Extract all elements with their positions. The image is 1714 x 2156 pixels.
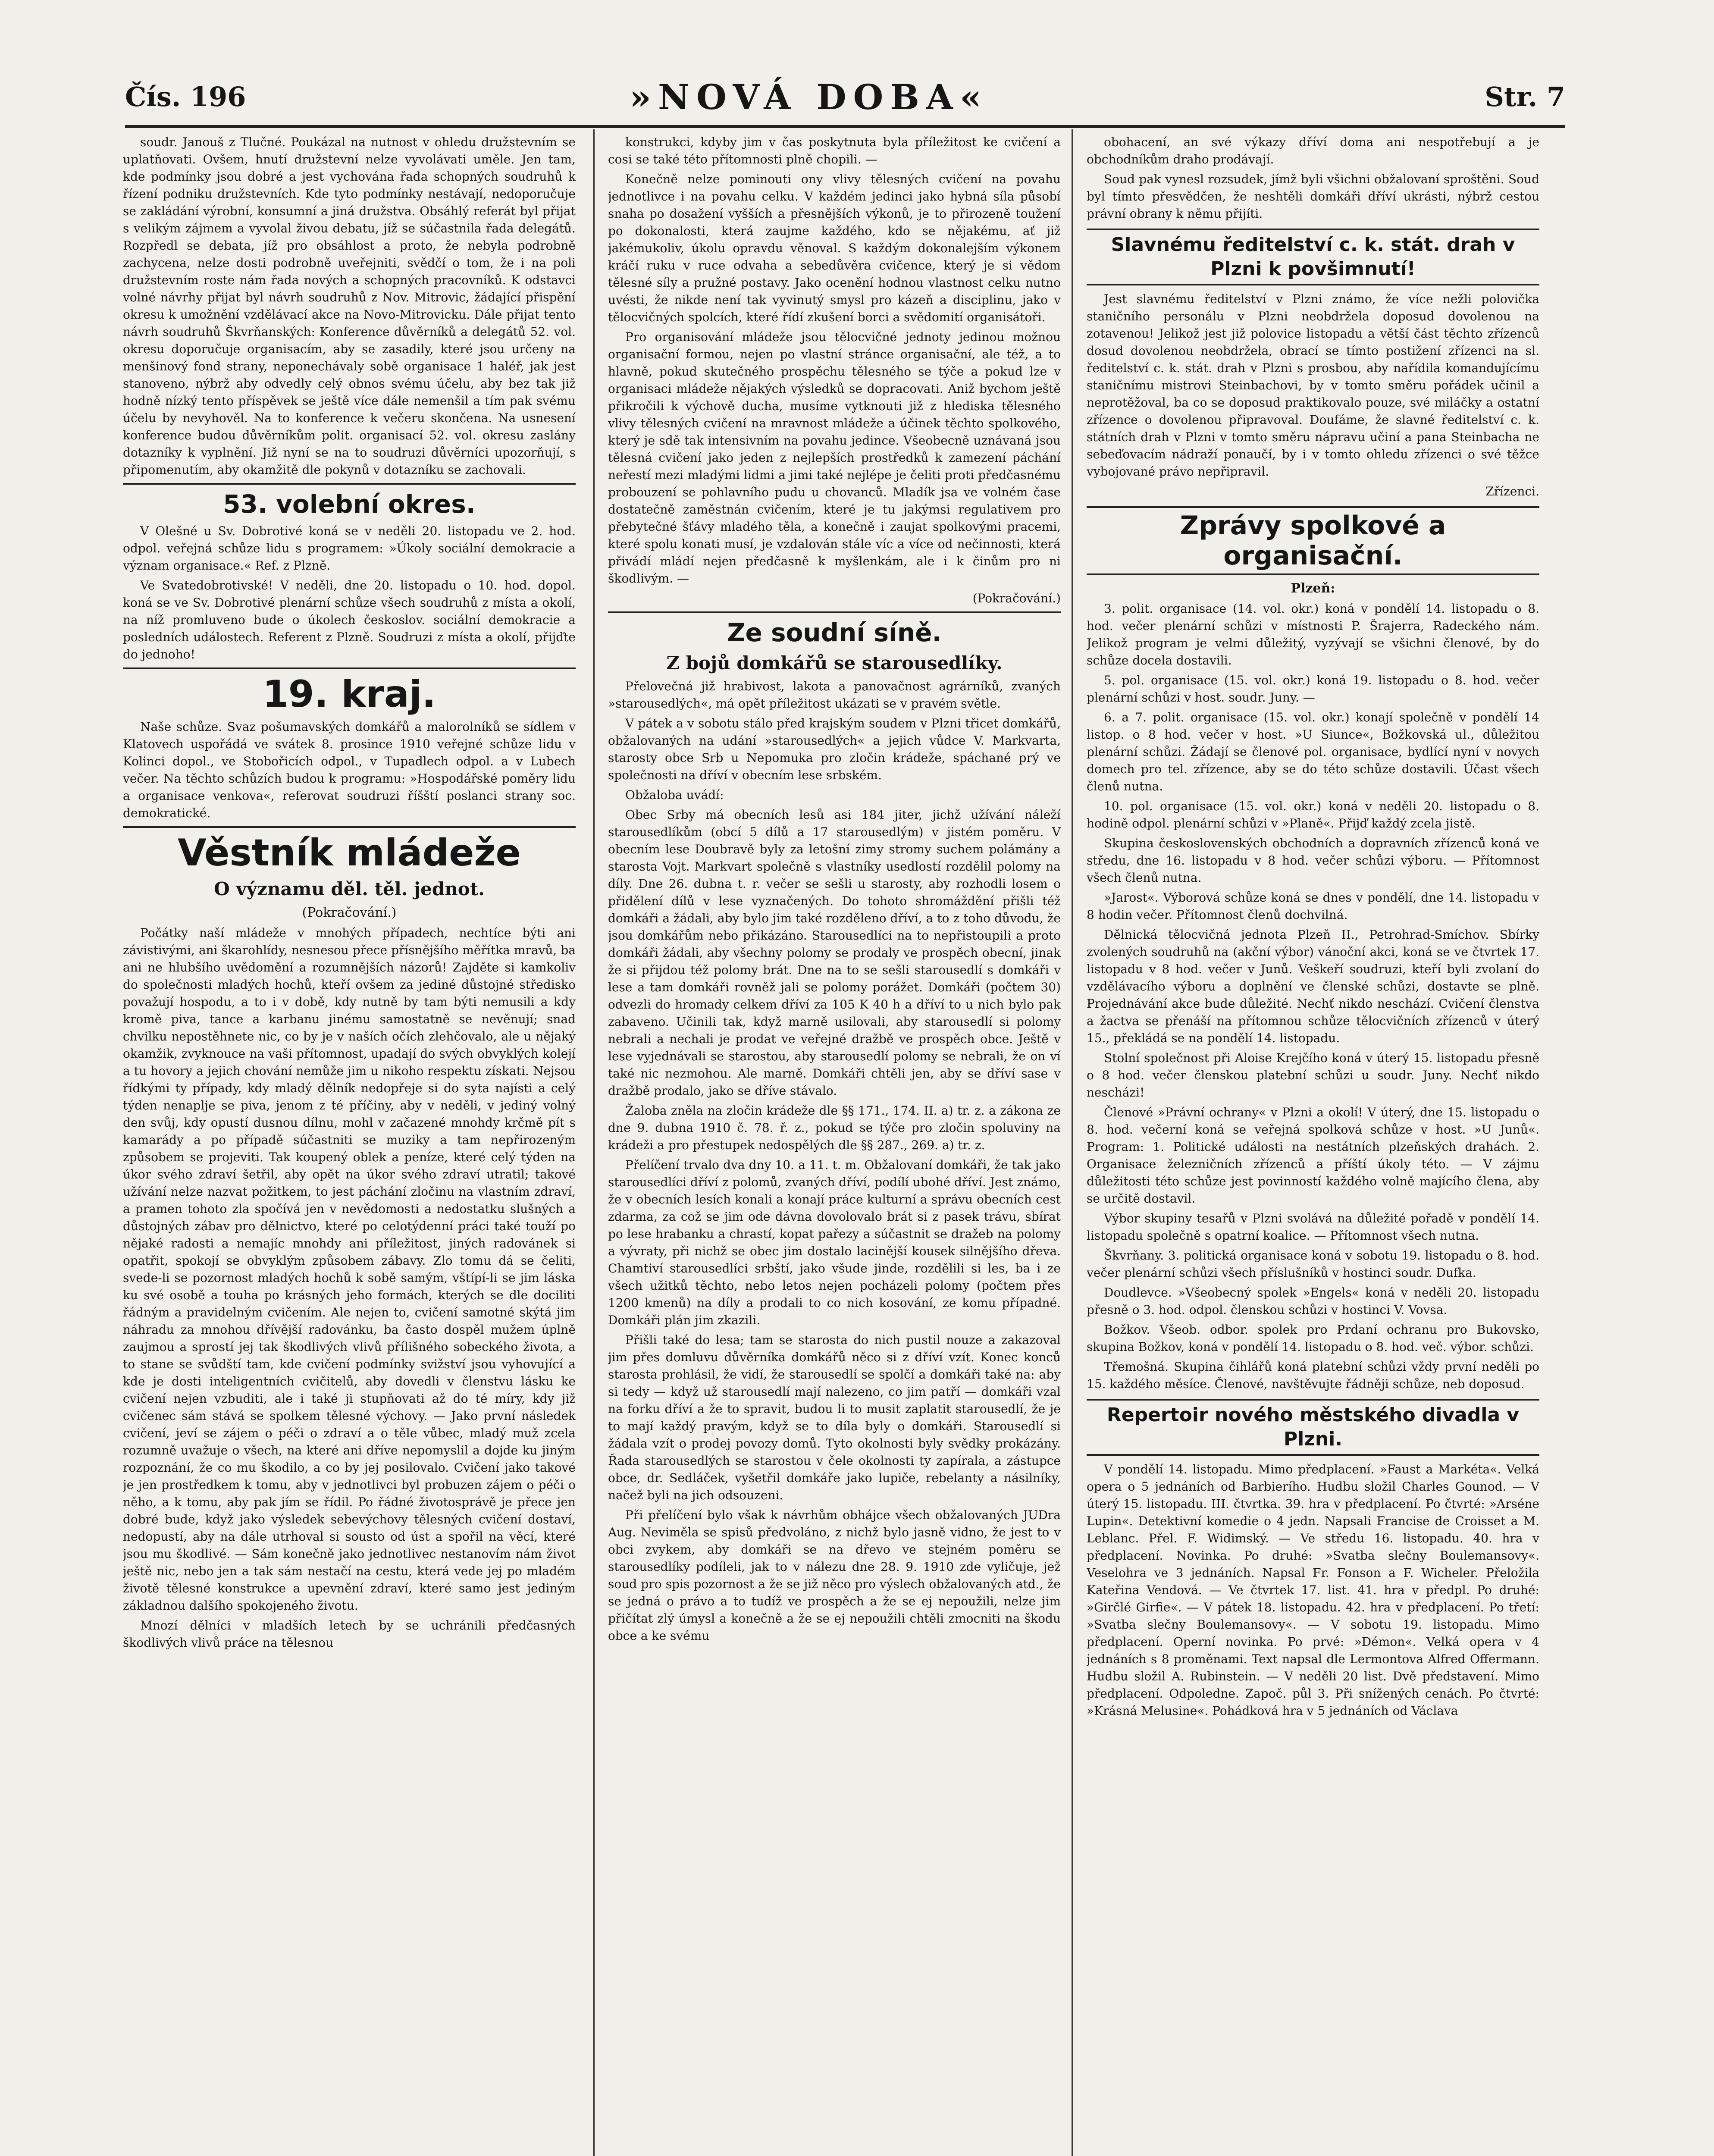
notice-text: Doudlevce. »Všeobecný spolek »Engels« koná v neděli 20. listopadu přesně o 3. hod. odpol. členskou schůzi v hostinci V. Vovsa. (1087, 1285, 1539, 1317)
article-text: Ve Svatedobrotivské! V neděli, dne 20. listopadu o 10. hod. dopol. koná se ve Sv. Dobrotivé plenární schůze všech soudruhů z místa a okolí, na níž promluveno bude o úkolech českoslov. sociální demokracie a posledních událostech. Referent z Plzně. Soudruzi z místa a okolí, přijďte do jednoho! (123, 578, 576, 661)
article-title: O významu děl. těl. jednot. (214, 878, 485, 899)
article-text: V pondělí 14. listopadu. Mimo předplacení. »Faust a Markéta«. Velká opera o 5 jednáních od Barbierího. Hudbu složil Charles Gounod. — V úterý 15. listopadu. III. čtvrtka. 39. hra v předplacení. Po čtvrté: »Arséne Lupin«. Detektivní komedie o 4 jedn. Napsali Francise de Croisset a M. Leblanc. Přel. F. Widimský. — Ve středu 16. listopadu. 40. hra v předplacení. Novinka. Po druhé: »Svatba slečny Boulemansovy«. Veselohra ve 3 jednáních. Napsal Fr. Fonson a F. Wicheler. Přeložila Kateřina Vendová. — Ve čtvrtek 17. list. 41. hra v předpl. Po druhé: »Girčlé Girfie«. — V pátek 18. listopadu. 42. hra v předplacení. Po třetí: »Svatba slečny Boulemansovy«. — V sobotu 19. listopadu. Mimo předplacení. Operní novinka. Po prvé: »Démon«. Velká opera v 4 jednáních s 8 proměnami. Text napsal dle Lermontova Alfred Offermann. Hudbu složil A. Rubinstein. — V neděli 20 list. Dvě představení. Mimo předplacení. Odpoledne. Započ. půl 3. Při snížených cenách. Po čtvrté: »Krásná Melusine«. Pohádková hra v 5 jednáních od Václava (1087, 1462, 1539, 1718)
article-text: Obec Srby má obecních lesů asi 184 jiter, jichž užívání náleží starousedlíkům (obcí 5 dílů a 17 starousedlým) v jistém poměru. V obecním lese Doubravě byly za letošní zimy stromy suchem polámány a starosta Vojt. Markvart společně s vlastníky usedlostí rozdělil polomy na díly. Dne 26. dubna t. r. večer se sešli u starosty, aby rozhodli losem o přidělení dílů v lese vyznačených. Do tohoto shromáždění přišli též domkáři a žádali, aby bylo jim také rozděleno dříví, a to z toho důvodu, že jsou domkářům nebo přikázáno. Starousedlíci na to nepřistoupili a proto domkáři žádali, aby všechny polomy se prodaly ve prospěch obecní, jinak že si přijdou též polomy brát. Dne na to se sešli starousedlí s domkáři v lese a tam domkáři rovněž jali se polomy porážet. Domkáři (počtem 30) odvezli do hromady celkem dříví za 105 K 40 h a dříví to u nich bylo pak zabaveno. Učinili tak, když marně usilovali, aby starousedlí si polomy nebrali a nechali je prodat ve veřejné dražbě ve prospěch obce. Ještě v lese vyjednávali se starostou, aby starousedlí polomy se nebrali, že on ví také nic nezmohou. Ale marně. Domkáři chtěli jen, aby se dříví sase v dražbě prodalo, jako se dříve stávalo. (608, 808, 1061, 1098)
divider (123, 667, 576, 669)
column-2 (608, 134, 1061, 2156)
issue-number: Čís. 196 (125, 81, 246, 113)
page-header (125, 73, 1565, 128)
notice-text: Božkov. Všeob. odbor. spolek pro Prdaní ochranu pro Bukovsko, skupina Božkov, koná v pondělí 14. listopadu o 8. hod. več. výbor. schůzi. (1087, 1322, 1539, 1354)
section-heading-theatre: Repertoir nového městského divadla v Plzni. (1087, 1399, 1539, 1456)
notice-text: Skupina československých obchodních a dopravních zřízenců koná ve středu, dne 16. listopadu v 8 hod. večer schůzi výboru. — Přítomnost všech členů nutna. (1087, 836, 1539, 885)
article-text: obohacení, an své výkazy dříví doma ani nespotřebují a je obchodníkům draho prodávají. (1087, 135, 1539, 166)
column-1 (123, 134, 576, 2156)
divider (123, 483, 576, 485)
article-text: Žaloba zněla na zločin krádeže dle §§ 171., 174. II. a) tr. z. a zákona ze dne 9. dubna 1910 č. 78. ř. z., pokud se týče pro zločin spoluviny na krádeži a pro přestupek nedospělých dle §§ 287., 269. a) tr. z. (608, 1103, 1061, 1152)
notice-text: Členové »Právní ochrany« v Plzni a okolí! V úterý, dne 15. listopadu o 8. hod. večerní koná se veřejná spolková schůze v host. »U Junů«. Program: 1. Politické události na nestátních plzeňských drahách. 2. Organisace železničních zřízenců a příští úkoly této. — V zájmu důležitosti této schůze jest povinností každého volně majícího člena, aby se určitě dostavil. (1087, 1105, 1539, 1206)
notice-text: 10. pol. organisace (15. vol. okr.) koná v neděli 20. listopadu o 8. hodině odpol. plenární schůzi v »Planě«. Přijď každý zcela jistě. (1087, 799, 1539, 830)
article-text: Konečně nelze pominouti ony vlivy tělesných cvičení na povahu jednotlivce i na povahu celku. V každém jedinci jako hybná síla působí snaha po dosažení vyšších a přesnějších výkonů, je to přirozeně toužení po dokonalosti, která zaujme každého, kdo se nějakému, ať již jakémukoliv, úkolu opravdu věnoval. S každým dokonalejším výkonem kráčí ruku v ruce odvaha a sebedůvěra cvičence, který je si vědom tělesné síly a pružné postavy. Jako ocenění hodnou vlastnost celku nutno uvésti, že nikde není tak vyvinutý smysl pro kázeň a disciplinu, jako v tělocvičných spolcích, které řídí zkušení borci a svědomití organisátoři. (608, 172, 1061, 324)
notice-text: 6. a 7. polit. organisace (15. vol. okr.) konají společně v pondělí 14 listop. o 8 hod. večer v host. »U Siunce«, Božkovská ul., důležitou plenární schůzi. Žádají se členové pol. organisace, bydlící nyní v novych domech pro tel. zřízence, aby se do této schůze dostavili. Účast všech členů nutna. (1087, 710, 1539, 793)
article-text: V Olešné u Sv. Dobrotivé koná se v neděli 20. listopadu ve 2. hod. odpol. veřejná schůze lidu s programem: »Úkoly sociální demokracie a význam organisace.« Ref. z Plzně. (123, 524, 576, 573)
notice-text: Škvrňany. 3. politická organisace koná v sobotu 19. listopadu o 8. hod. večer plenární schůzi všech příslušníků v hostinci soudr. Dufka. (1087, 1248, 1539, 1280)
article-text: V pátek a v sobotu stálo před krajským soudem v Plzni třicet domkářů, obžalovaných na udání »starousedlých« a jejich vůdce V. Markvarta, starosty obce Srb u Nepomuka pro zločin krádeže, spáchané prý ve společnosti na dříví v obecním lese srbském. (608, 716, 1061, 782)
notice-text: »Jarost«. Výborová schůze koná se dnes v pondělí, dne 14. listopadu v 8 hodin večer. Přítomnost členů dochvilná. (1087, 890, 1539, 922)
section-heading-court: Ze soudní síně. (727, 618, 942, 647)
article-text: Obžaloba uvádí: (625, 788, 724, 802)
continuation-note: (Pokračování.) (302, 905, 397, 920)
divider (123, 826, 576, 828)
notice-text: Stolní společnost při Aloise Krejčího koná v úterý 15. listopadu přesně o 8 hod. večer členskou platební schůzi u soudr. Juny. Nechť nikdo nescházi! (1087, 1051, 1539, 1100)
article-text: Přelíčení trvalo dva dny 10. a 11. t. m. Obžalovaní domkáři, že tak jako starousedlíci dříví z polomů, zvaných dříví, podílí ubohé dříví. Jest známo, že v obecních lesích konali a konají práce kulturní a správu obecních cest zdarma, za což se jim ode dávna dovolovalo brát si z pasek trávu, sbírat po lese hrabanku a chrastí, kopat pařezy a súčastnit se dražeb na polomy a vývraty, při nichž se obec jim dostalo lacinější kousek silnějšího dřeva. Chamtiví starousedlíci srbští, jako všude jinde, rozdělili si les, ba i ze všech užitků těchto, nebo letos nejen pocházeli polomy (počtem přes 1200 kmenů) na díly a prodali to co nich kosování, ze komu případné. Domkáři plán jim zkazili. (608, 1158, 1061, 1327)
section-heading-youth: Věstník mládeže (178, 831, 521, 874)
signature: Zřízenci. (1485, 484, 1539, 498)
notice-text: Výbor skupiny tesařů v Plzni svolává na důležité pořadě v pondělí 14. listopadu společně s opatrní koalice. — Přítomnost všech nutna. (1087, 1211, 1539, 1243)
masthead-title: »NOVÁ DOBA« (630, 77, 988, 117)
article-text: Naše schůze. Svaz pošumavských domkářů a malorolníků se sídlem v Klatovech uspořádá ve svátek 8. prosince 1910 veřejné schůze lidu v Kolinci dopol., ve Stobořicích odpol., v Tupadlech odpol. a v Lubech večer. Na těchto schůzích budou k programu: »Hospodářské poměry lidu a organisace venkova«, referovat soudruzi říšští poslanci strany soc. demokratické. (123, 720, 576, 820)
article-text: Jest slavnému ředitelství v Plzni známo, že více nežli polovička staničního personálu v Plzni neobdržela doposud dovolenou na zotavenou! Jelikož jest již polovice listopadu a větší část těchto zřízenců dosud dovolenou neobdržela, obrací se tímto postižení zřízenci na sl. ředitelství c. k. stát. drah v Plzni s prosbou, aby nařídila komandujícímu staničnímu mistrovi Steinbachovi, by v tomto směru pořádek učinil a neprotěžoval, ba co se doposud praktikovalo pouze, své miláčky a ostatní zřízence o dovolenou připravoval. Doufáme, že slavné ředitelství c. k. státních drah v Plzni v tomto směru nápravu učiní a pana Steinbacha ne sebeďovacím nádraží ponaučí, by i v tomto ohledu zřízenci o své těžce vybojované právo nepřipravil. (1087, 292, 1539, 479)
section-heading-region: 19. kraj. (262, 673, 436, 716)
article-text: Při přelíčení bylo však k návrhům obhájce všech obžalovaných JUDra Aug. Neviměla se spisů předvoláno, z nichž bylo jasně vidno, že jest to v obci zvykem, aby domkáři se na dřevo ve stejném poměru se starousedlíky podíleli, jak to v nálezu dne 28. 9. 1910 zde vyličuje, jež soud pro spis pozornost a že se již něco pro výslech obžalovaných atd., že se jedná o právo a to tudíž ve prospěch a že se ej nepoužili, nelze jim přičítat zlý úmysl a konečně a že se ej nepoužili chtěli zmocniti na škodu obce a ke svému (608, 1508, 1061, 1643)
article-title: Z bojů domkářů se starousedlíky. (666, 652, 1003, 674)
notice-text: Třemošná. Skupina čihlářů koná platební schůzi vždy první neděli po 15. každého měsíce. Členové, navštěvujte řádněji schůze, neb doposud. (1087, 1360, 1539, 1391)
notice-text: Dělnická tělocvičná jednota Plzeň II., Petrohrad-Smíchov. Sbírky zvolených soudruhů na (akční výbor) vánoční akci, koná se ve čtvrtek 17. listopadu v 8 hod. večer v Junů. Veškeří soudruzi, kteří byli zvolaní do vzdělávacího výboru a doplnění ve členské schůzi, dostavte se plně. Projednávání akce bude důležité. Nechť nikdo neschází. Cvičení členstva a žactva se přenáší na přítomnou schůze tělocvičních zřízenců v úterý 15., překládá se na pondělí 14. listopadu. (1087, 928, 1539, 1045)
article-text: konstrukci, kdyby jim v čas poskytnuta byla příležitost ke cvičení a cosi se také této přítomnosti plně chopili. — (608, 135, 1061, 166)
article-text: Počátky naší mládeže v mnohých případech, nechtíce býti ani závistivými, ani škarohlídy, nesnesou přece přísnějšího měřítka mravů, ba ani ne hlubšího uvědomění a rozumnějších názorů! Zajděte si kamkoliv do společnosti mladých hochů, kteří ovšem za jediné důstojné středisko považují hospodu, a to i v době, kdy nutně by tam býti nemusili a kdy kromě piva, tance a karbanu jinému samostatně se nevěnují; snad chvilku nepostěhnete nic, co by je v naších očích zlehčovalo, ale u nějaký okamžik, zvyknouce na vaši přítomnost, upadají do svých obvyklých kolejí a tu hovory a jejich chování nemůže jim u nikoho respektu získati. Nejsou řídkými ty případy, kdy mladý dělník nedopřeje si do syta najísti a celý týden nenaplje se piva, jenom z té příčiny, aby v neděli, v jediný volný den svůj, kdy opustí dusnou dílnu, mohl v začazené mnohdy krčmě pít s kamarády a po případě súčastniti se muziky a tam nepřirozeným způsobem se projeviti. Tak koupený oblek a peníze, které celý týden na úkor svého zdraví šetřil, aby opět na úkor svého zdraví utratil; takové užívání nelze nazvat požitkem, to jest páchání zločinu na vlastním zdraví, a pramen tohoto zla spočívá jen v nevědomosti a nedostatku slušných a důstojných zábav pro dělnictvo, které po celotýdenní práci také touží po nějaké radosti a nemajíc mnohdy ani příležitost, jiných radovánek si opatřit, spokojí se obvyklým způsobem zábavy. Zlo tomu dá se čeliti, svede-li se pozornost mladých hochů k sobě samým, vštípí-li se jim láska ku své osobě a touha po krásných jeho formách, kterých se dle dociliti řádným a pravidelným cvičením. Ale nejen to, cvičení samotné skýtá jim náhradu za mnohou dřívější radovánku, ba často dospěl mužem úplně zaujmou a sprostí jej tak škodlivých vlivů přílišného sobeckého života, a to stane se svůdští tam, kde cvičení podmínky svižství jsou vyhovující a kde je dosti inteligentních cvičitelů, aby dovedli v členstvu lásku ke cvičení nejen vzbuditi, ale i také ji stupňovati až do té míry, kdy již cvičenec sám stává se spolkem tělesné výchovy. — Jako první následek cvičení, jeví se zájem o péči o zdraví a o těle vůbec, mladý muž zcela rozumně uvažuje o všech, na které ani dříve nepomyslil a dojde ku jiným rozpoznání, že co mu škodilo, a co by jej posilovalo. Cvičení jako takové je jen prostředkem k tomu, aby v jednotlivci byl probuzen zájem o péči o něho, a k tomu, aby pak jím se řídil. Po řádné životosprávě je přece jen dobré bude, když jako výsledek sebevýchovy tělesných cvičení dostaví, nedopustí, aby na dále utrhoval si sousto od úst a spořil na věcí, které jsou mu škodlivé. — Sám konečně jako jednotlivec nestanovím nám život ještě nic, nebo jen a tak sám nestačí na cestu, která vede jej po mladém životě tělesné konstrukce a upevnění zdraví, které samo jest jediným základnou dalšího spokojeného životu. (123, 926, 576, 1613)
column-rule-1 (593, 129, 595, 2156)
article-text: Soud pak vynesl rozsudek, jímž byli všichni obžalovaní sproštěni. Soud byl tímto přesvědčen, že neshtěli domkáři dříví ukrásti, nýbrž cestou právní obrany k němu přijíti. (1087, 172, 1539, 221)
column-3 (1087, 134, 1539, 2156)
article-text: Přelovečná již hrabivost, lakota a panovačnost agrárníků, zvaných »starousedlých«, má opět příležitost ukázati se v pravém světle. (608, 679, 1061, 711)
article-text: Mnozí dělníci v mladších letech by se uchránili předčasných škodlivých vlivů práce na tělesnou (123, 1618, 576, 1650)
page-number: Str. 7 (1485, 81, 1565, 113)
section-heading-district: 53. volební okres. (223, 489, 476, 519)
city-heading: Plzeň: (1291, 581, 1335, 596)
article-text: Pro organisování mládeže jsou tělocvičné jednoty jedinou možnou organisační formou, nejen po vlastní stránce organisační, ale též, a to hlavně, pokud skutečného prospěchu tělesného se týče a pokud lze v organisaci mládeže nějakých výsledků se dopracovati. Aniž bychom ještě přikročili k výchově ducha, musíme vytknouti již z hlediska tělesného vlivy tělesných cvičení na mravnost mládeže a účinek těchto spolkového, který je sdě tak intensivním na povahu jedince. Všeobecně uznávaná jsou tělesná cvičení jako jeden z nejlepších prostředků k zamezení páchání neřestí mezi mladými lidmi a jimi také nejlépe je čeliti proti předčasnému probouzení se pohlavního pudu u chovanců. Mladík jsa ve volném čase dostatečně zaměstnán cvičením, které je tu jakýmsi regulativem pro přebytečné šťávy mladého těla, a konečně i zaujat spolkovými pracemi, které spolu konati musí, je vzdalován stále víc a více od nečinnosti, která přivádí mládí nejen předčasně k myšlenkám, ale i k činům pro ni škodlivým. — (608, 330, 1061, 586)
article-text: Přišli také do lesa; tam se starosta do nich pustil nouze a zakazoval jim přes domluvu důvěrníka domkářů něco si z dříví vzít. Konec konců starosta prohlásil, že vidí, že starousedlí se spolčí a domkáři také na: aby si tedy — když už starousedlí mají nalezeno, co jim patří — domkáři vzal na forku dříví a že to spravit, budou li to musit zaplatit starousedlí, že je to mají každý pravým, když se to díla byly o domkáři. Starousedlí si žádala vzít o prodej povozy domů. Tyto okolnosti byly svědky prokázány. Řada starousedlých se starostou v čele okolnosti ty zapírala, a zástupce obce, dr. Sedláček, vyšetřil domkáře jako lupiče, rebelanty a násilníky, načež byli na jich odsouzeni. (608, 1333, 1061, 1502)
section-heading-railway: Slavnému ředitelství c. k. stát. drah v Plzni k povšimnutí! (1087, 229, 1539, 285)
section-heading-organisations: Zprávy spolkové a organisační. (1087, 506, 1539, 575)
notice-text: 5. pol. organisace (15. vol. okr.) koná 19. listopadu o 8. hod. večer plenární schůzi v host. soudr. Juny. — (1087, 673, 1539, 705)
column-rule-2 (1072, 129, 1073, 2156)
divider (608, 611, 1061, 613)
article-text: soudr. Janouš z Tlučné. Poukázal na nutnost v ohledu družstevním se uplatňovati. Ovšem, hnutí družstevní nelze vyvolávati uměle. Jen tam, kde podmínky jsou dobré a jest vychována řada schopných soudruhů k řízení podniku družstevních. Kde tyto podmínky nestávají, nedoporučuje se zakládání výrobní, konsumní a jiná družstva. Obsáhlý referát byl přijat s velikým zájmem a vyvolal živou debatu, jíž se súčastnila řada delegátů. Rozpředl se debata, jíž pro obsáhlost a proto, že nebyla podrobně zachycena, nelze dosti podrobně uveřejniti, svědčí o tom, že i na poli družstevním roste nám řada nových a schopných pracovníků. K odstavci volné návrhy přijat byl návrh soudruhů z Nov. Mitrovic, žádající přispění okresu k umožnění vzdělávací akce na Novo-Mitrovicku. Dále přijat tento návrh soudruhů Škvrňanských: Konference důvěrníků a delegátů 52. vol. okresu doporučuje organisacím, aby se zasadily, které jsou určeny na menšinový fond strany, neponechávaly sobě organisace 1 haléř, jak jest stanoveno, nýbrž aby odvedly celý obnos svému účelu, aby bez tak již hodně nízký tento příspěvek se ještě více dále nemenšil a tím pak svému účelu by nevyhověl. Na to konference k večeru skončena. Na usnesení konference budou důvěrníkům polit. organisací 52. vol. okresu zaslány dotazníky k vyplnění. Již nyní se na to soudruzi důvěrníci upozorňují, s připomenutím, aby okamžitě dle pokynů v dotazníku se zachovali. (123, 135, 576, 477)
notice-text: 3. polit. organisace (14. vol. okr.) koná v pondělí 14. listopadu o 8. hod. večer plenární schůzi v místnosti P. Šrajerra, Radeckého nám. Jelikož program je velmi důležitý, vyzývají se všichni členové, by do schůze docela dostavili. (1087, 602, 1539, 667)
continuation-note: (Pokračování.) (972, 591, 1061, 605)
